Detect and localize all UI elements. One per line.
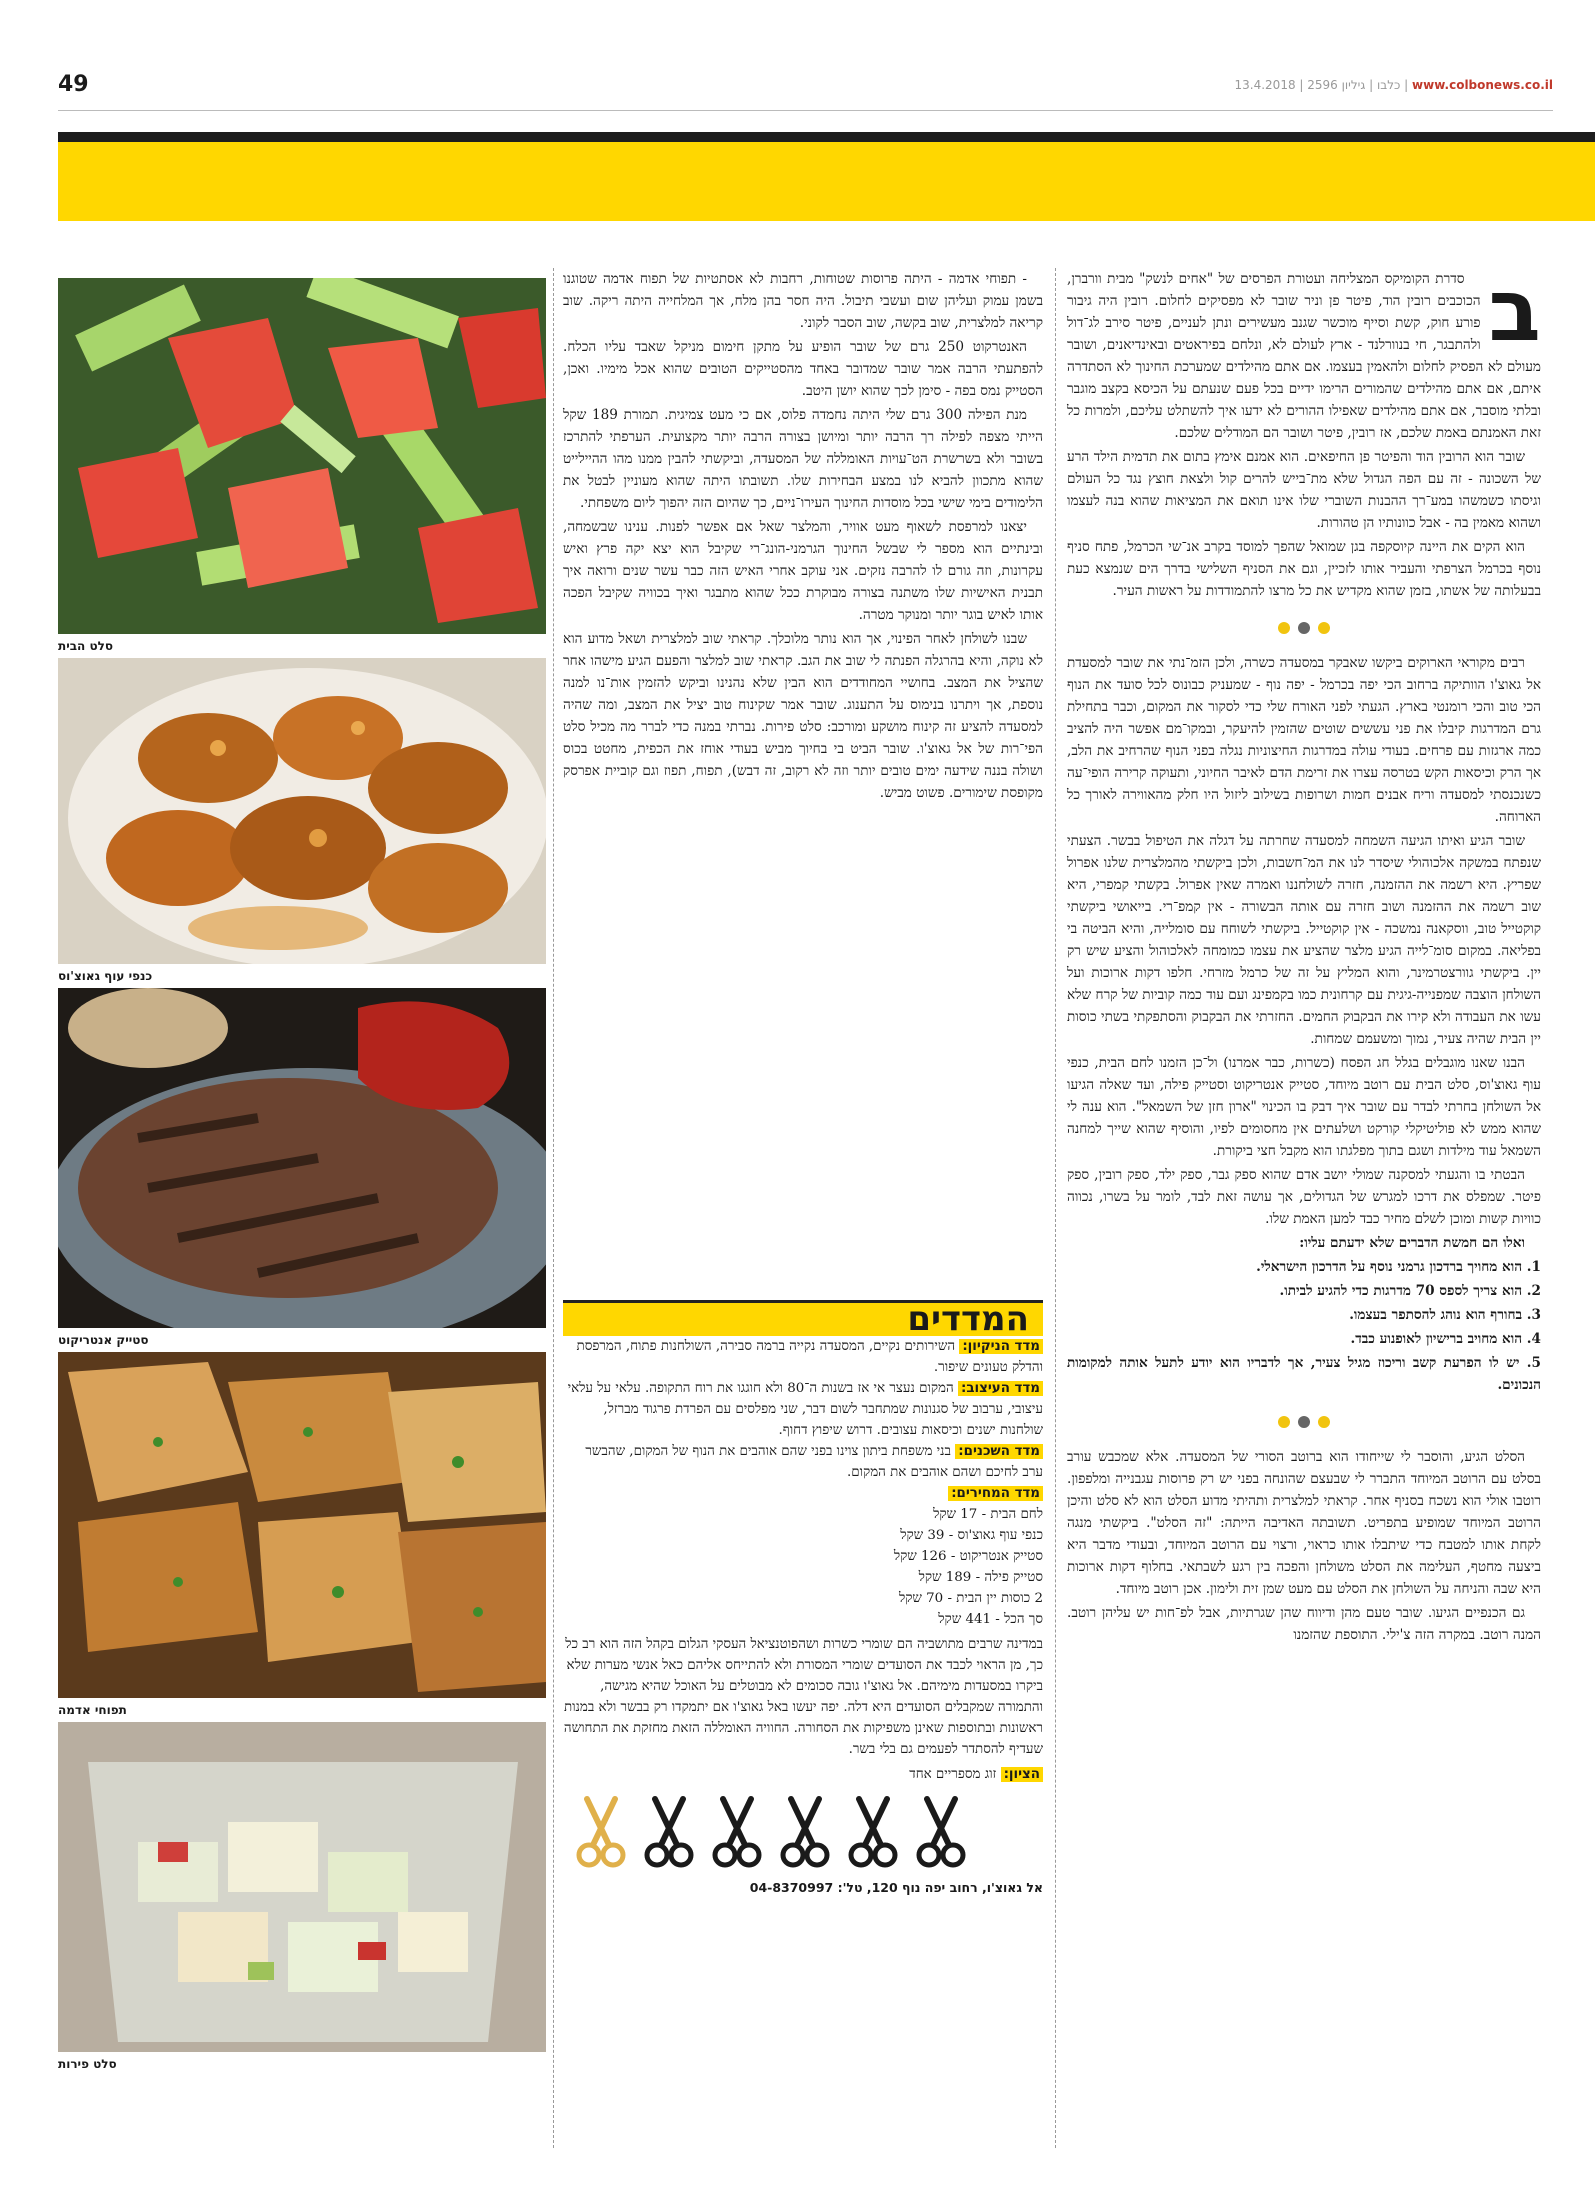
photo-entrecote [58,988,546,1352]
article-paragraph: יצאנו למרפסת לשאוף מעט אוויר, והמלצר שאל אם אפשר לפנות. ענינו שבשמחה, ובינתיים הוא מספר לי שבשל החינוך הגרמני-הונג־רי שקיבל הוא יצא יקה פרץ ואיש עקרונות, וזה גורם לו להרבה נזקים. אני עוקב אחרי האיש הזה כבר עשר שנים ורואה איך תבנית האישיות שלו משתנה בצורה מבוקרת ככל שהוא מתבגר ואיך בכוויה שקיבל הפכה אותו לאיש בוגר יותר ומנוקר מטרה. [563,519,1043,623]
article-paragraph: שבנו לשולחן לאחר הפינוי, אך הוא נותר מלוכלך. קראתי שוב למלצרית ושאל מדוע הוא לא נוקה, והיא בהרגלה הפנתה לי שוב את הגב. קראתי שוב למלצר והפעם הגיע מישהו אחר שהציל את המצב. בחושיי המחודדים הוא הבין שלא נהנינו וביקש להזמין אות־נו למנה נוספת, אך ויתרנו בנימוס על התענוג. שובר אמר שקינוח טוב יציל את המצב, ומה שהיה למסעדה להציע זה קינוח מושקע ומורכב: סלט פירות. נברתי במנה כדי לברר מה מכיל סלט הפי־רות של אל גאוצ'ו. שובר הביט בי בחיוך מביש בעודי אוחז את הכפית, מחטט בכוס ושולה בננה שידעה ימים טובים יותר וזה לא רקוב, זה דבש), תפוח, תפוז וגם קוביית אפרסק מקופסת שימורים. פשוט מביש. [563,631,1043,801]
photo-chicken-wings [58,658,546,988]
article-paragraph: רבים מקוראי הארוקים ביקשו שאבקר במסעדה כשרה, ולכן הזמ־נתי את שובר למסעדת אל גאוצ'ו הוותיקה ברחוב הכי יפה בכרמל - יפה נוף - שמעניק כבונוס לכל סועד את הנוף הכי טוב והכי רומנטי בארץ. הגעתי לפני האורח שלי כדי לסקור את המקום, וכבר בתחילת גרם המדרגות קיבלו את פני עששים שוטים שהזמין להיעקר, ובמקו־מם אפשר היה להציב כמה ארגזות עם פרחים. בעודי עולה במדרגות החיצוניות נגלה בפני הנוף שהרחיב את הלב, אך הרק וכיסאות הקש בטרסה עצרו את זרימת הדם לאיבר החיוני, ותעוקה קרירה הופי־עה כשנכנסתי למסעדה וריח אבנים חמות ושרופות בשילוב ליזול היו חלק מהאווירה לאורך כל הארוחה. [1067,655,1541,825]
article-paragraph: שובר הגיע ואיתו הגיעה השמחה למסעדה שחרתה על דגלה את הטיפול בבשר. הצעתי שנפתח במשקה אלכוהולי שיסדר לנו את המ־חשבות, ולכן ביקשתי מהמלצרית שלנו אפרול שפריץ. היא רשמה את ההזמנה, חזרה לשולחננו ואמרה שאין אפרול. בקשתי קמפרי, היא שוב רשמה את ההזמנה ושוב חזרה עם אותה הבשורה - אין קמפ־רי. בייאושי ביקשתי קוקטייל טוב, ווסקאנה נמשכה - אין קוקטייל. ביקשתי לשוחח עם סומלייה, והיא הביטה בי בפליאה. במקום סומ־לייה הגיע מלצר שהציע את עצמו כמומחה לאלכוהול והציע שיש רק יין. ביקשתי גוורצטרמינר, והוא המליץ על זה של כרמל מזרחי. חלפו דקות ארוכות ועל השולחן הוצבה שמפנייה-גיגית עם קרחונית כמו בקמפינג ועם עוד כמה קוביות של קרח שלא עשו את העבודה ולא קירו את הבקבוק החמים. החזרתי את הבקבוק והסתפקתי בשתי כוסות יין הבית שהיה צעיר, נמוך ומשעמם שמחות. [1067,833,1541,1047]
rating-text: המקום נעצר אי אז בשנות ה־80 ולא חוגגו את רוח התקופה. עלאי על עלאי עיצובי, ערבוב של סגנונות שמתחבר לשום דבר, שני מפלסים עם הפרדת פרגוד מברזל, שולחנות ישנים וכיסאות עצובים. דרוש שיפוץ דחוף. [567,1381,1043,1438]
page-header [58,70,1553,111]
ratings-box [563,1300,1043,1898]
article-column-middle [563,268,1043,806]
salad-image [58,278,546,634]
rating-item [563,1483,1043,1504]
fact-item: 2. הוא צריך לספס 70 מדרגות כדי להגיע לביתו. [1279,1283,1541,1299]
scissors-icon [777,1795,833,1871]
drop-cap: ב [1488,261,1541,361]
article-paragraph: ואלו הם חמשת הדברים שלא ידעתם עליו: [1299,1235,1525,1251]
yellow-banner [58,142,1595,221]
scissors-rating [573,1795,1043,1871]
column-divider [553,268,554,2148]
dot-icon [1278,1416,1290,1428]
rating-label: מדד השכנים: [955,1444,1043,1459]
price-item: סך הכל - 441 שקל [938,1612,1043,1627]
dot-icon [1298,1416,1310,1428]
article-paragraph: הבטתי בו והגעתי למסקנה שמולי יושב אדם שהוא ספק גבר, ספק ילד, ספק רובין, ספק פיטר. שמפלס את דרכו למגרש של הגדולים, אך עושה זאת לבד, לומר על בשרו, נכווה כוויות קשות ומוכן לשלם מחיר כבד למען האמת שלו. [1067,1167,1541,1227]
score-label: הציון: [1001,1767,1043,1782]
page-info: www.colbonews.co.il | כלבו | גיליון 2596 | 13.4.2018 [1234,78,1553,92]
rating-item [563,1441,1043,1483]
article-paragraph: סדרת הקומיקס המצליחה ועטורת הפרסים של "אחים לנשק" מבית וורברן, הכוכבים רובין הוד, פיטר פן וניר שובר לא מפסיקים לחלום. רובין היה גיבור פורע חוק, קשת וסייף מוכשר שגנב מעשירים ונתן לעניים, פיטר סירב לג־דול ולהתבגר, חי בנוורלנד - ארץ לעולם לא, ונלחם בפיראטים ובאינדיאנים, ושובר מעולם לא הפסיק לחלום ולהאמין בעצמו. אם אתם מהילדים שמערכת החינוך לא הסתדרה איתם, אם אתם מהילדים שהמורים הרימו ידיים בכל פעם שנעתם על הכיסא בקצב מוגבר ובלתי מוסבר, אם אתם מהילדים שאפילו ההורים לא ידעו איך להשתלט עליכם, ולמרות כל זאת האמנתם באמת שלכם, אז רובין, פיטר ושובר הם המודלים שלכם. [1067,271,1541,441]
column-divider [1055,268,1056,2148]
photo-caption: תפוחי אדמה [58,1703,127,1717]
section-separator [1067,1410,1541,1432]
photo-house-salad [58,278,546,658]
scissors-icon [573,1795,629,1871]
rating-text: השירותים נקיים, המסעדה נקייה ברמה סבירה, השולחנות פתוח, המרפסת והדלק טעונים שיפור. [576,1339,1043,1375]
photo-caption: כנפי עוף גאוצ'וס [58,969,153,983]
article-paragraph: האנטרקוט 250 גרם של שובר הופיע על מתקן חימום מניקל שאבד עליו הכלח. להפתעתי הרבה אמר שובר שמדובר באחד מהסטייקים הטובים שהוא אכל מימיו. ואכן, הסטייק נמס בפה - סימן לכך שהוא יושן היטב. [563,339,1043,399]
article-paragraph: - תפוחי אדמה - היתה פרוסות שטוחות, רחבות לא אסתטיות של תפוח אדמה שטוגנו בשמן עמוק ועליהן שום ועשבי תיבול. היה חסר בהן מלח, אך המלחייה היתה ריקה. שוב קריאה למלצרית, שוב בקשה, שוב הסבר לקוני. [563,271,1043,331]
score-text: זוג מספריים אחד [909,1767,997,1782]
photo-column [58,278,546,2076]
issue-number: גיליון 2596 [1307,78,1366,92]
photo-fruit-salad [58,1722,546,2076]
rating-item [563,1378,1043,1441]
rating-item [563,1336,1043,1378]
rating-label: מדד הניקיון: [959,1339,1043,1354]
photo-potatoes [58,1352,546,1722]
section-separator [1067,616,1541,638]
chicken-wings-image [58,658,546,964]
score-line [563,1764,1043,1785]
price-item: סטייק פילה - 189 שקל [918,1570,1043,1585]
photo-caption: סלט הבית [58,639,114,653]
restaurant-address: אל גאוצ'ו, רחוב יפה נוף 120, טל': 04-8370997 [749,1880,1043,1895]
article-paragraph: מנת הפילה 300 גרם שלי היתה נחמדה פלוס, אם כי מעט צמיגית. תמורת 189 שקל הייתי מצפה לפילה רך הרבה יותר ומיושן בצורה הרבה יותר מקצועית. הערפתי להתרכז בשובר ולא בשרשרת הט־עויות האומללה של המסעדה, וביקשתי להבין ממנו מהו ההיילייט שהוא מתכוון להביא לנו במצע הבחירות שלו. תשובתו היתה שהוא מעוניין לבטל את הלימודים בימי שישי בכל מוסדות החינוך העירו־ניים, כך שהיום הזה יהפוך ליום משפחתי. [563,407,1043,511]
dot-icon [1278,622,1290,634]
price-item: סטייק אנטריקוט - 126 שקל [893,1549,1043,1564]
price-item: לחם הבית - 17 שקל [933,1507,1043,1522]
price-item: כנפי עוף גאוצ'וס - 39 שקל [900,1528,1043,1543]
article-paragraph: הבנו שאנו מוגבלים בגלל חג הפסח (כשרות, כבר אמרנו) ול־כן הזמנו לחם הבית, כנפי עוף גאוצ'וס, סלט הבית עם רוטב מיוחד, סטייק אנטריקוט וסטייק פילה, ועד שאלה הגיעו אל השולחן בחרתי לבדר עם שובר איך דבק בו הכינוי "ארון חזן של השמאל". הוא ענה לי שהוא ממש לא פוליטיקלי קורקט ושלעתים אין מחסומים לפיו, והוסיף שהוא שייך למחנה השמאל עוד מילדות ושגם בתוך מפלגתו הוא מקבל חצי ביקורת. [1067,1055,1541,1159]
banner-top-bar [58,132,1595,142]
dot-icon [1298,622,1310,634]
article-column-right [1067,261,1541,1648]
fruit-salad-image [58,1722,546,2052]
page-number: 49 [58,72,89,97]
rating-text: בני משפחת ביתון צוינו בפני שהם אוהבים את הנוף של המקום, שהבשר ערב לחיכם ושהם אוהבים את המקום. [585,1444,1043,1480]
article-paragraph: הסלט הגיע, והוסבר לי שייחודו הוא ברוטב הסורי של המסעדה. אלא שמכבש עורב בסלט עם הרוטב המיוחד התברר לי שבעצם שהונחה בפני יש רק פרוסות עגבנייה ומלפפון. רוטבו אולי הוא נשכח בסניף אחר. קראתי למלצרית ותהיתי מדוע הסלט הוא לא סלט והיכן הרוטב המיוחד שמופיע בתפריט. תשובתה האדיבה הייתה: "זה הסלט". ביקשתי מנגה לקחת אותו למטבח כדי שיתבלו אותו כראוי, ורצוי עם הרוטב המיוחד, ובעודי מדבר היא ביצעה מחטף, העלימה את הסלט משולחן והפכה בין רגע לשבתאי. בחלוף דקות ארוכות היא שבה והניחה על השולחן את הסלט עם מעט שמן זית ולימון. אכן רוטב מיוחד. [1067,1449,1541,1597]
summary-text: במדינה שרבים מתושביה הם שומרי כשרות ושהפוטנציאל העסקי הגלום בקהל הזה הוא רב כל כך, מן הראוי לכבד את הסועדים שומרי המסורת ולא להתייחס אליהם כאל אנשי מערות שלא ביקרו במסעדות מימיהם. אל גאוצ'ו גובה סכומים לא מבוטלים על האוכל שהיא מגישה, והתמורה שמקבלים הסועדים היא דלה. יפה יעשו באל גאוצ'ו אם יתמקדו רק בבשר ולא במנות ראשונות ובתוספות שאינן משפיקות את הסחורה. החוויה האומללה הזאת מחזקת את התחושה שעדיף להסתדר לפעמים גם בלי בשר. [563,1637,1043,1757]
ratings-title: המדדים [563,1300,1043,1336]
fact-item: 4. הוא מחויב ברישיון לאופנוע כבד. [1350,1331,1541,1347]
article-paragraph: הוא הקים את היינה קיוסקפה בגן שמואל שהפך למוסד בקרב אנ־שי הכרמל, פתח סניף נוסף בכרמל הצרפתי והעביר אותו לזכיין, וגם את הסניף השלישי בדרך הים שנמצא כעת בבעלותה של אשתו, בזמן שהוא מקדיש את כל מרצו להתמודדות על ראשות העיר. [1067,539,1541,599]
article-paragraph: שובר הוא הרובין הוד והפיטר פן החיפאים. הוא אמנם אימץ בתום את תדמית הילד הרע של השכונה - זה עם הפה הגדול שלא מת־בייש להרים קול ולצאת חוצץ נגד כל העולם וגיסתו כשמשהו במע־רך ההבנות השוברי שלו אינו תואם את המציאות שהוא בנה לעצמו ושהוא מאמין בה - אבל כוונותיו הן טהורות. [1067,449,1541,531]
potatoes-image [58,1352,546,1698]
fact-item: 1. הוא מחויך ברדכון גרמני נוסף על הדרכון הישראלי. [1256,1259,1541,1275]
dot-icon [1318,622,1330,634]
website-link[interactable]: www.colbonews.co.il [1412,78,1553,92]
scissors-icon [845,1795,901,1871]
fact-item: 5. יש לו הפרעת קשב וריכוז מגיל צעיר, אך לדבריו הוא יודע לתעל אותה למקומות הנכונים. [1067,1355,1541,1393]
price-item: 2 כוסות יין הבית - 70 שקל [898,1591,1043,1606]
photo-caption: סטייק אנטריקוט [58,1333,149,1347]
issue-date: 13.4.2018 [1234,78,1296,92]
article-paragraph: גם הכנפיים הגיעו. שובר טעם מהן ודיווח שהן שגרתיות, אבל לפ־חות יש עליהן רוטב. המנה רוטב. במקרה הזה צ'ילי. התוספת שהזמנו [1067,1605,1541,1643]
publication-name: כלבו [1376,78,1401,92]
rating-label: מדד העיצוב: [958,1381,1043,1396]
photo-caption: סלט פירות [58,2057,117,2071]
steak-image [58,988,546,1328]
scissors-icon [709,1795,765,1871]
rating-label: מדד המחירים: [948,1486,1043,1501]
dot-icon [1318,1416,1330,1428]
fact-item: 3. בחורף הוא נוהג להסתפר בעצמו. [1349,1307,1541,1323]
scissors-icon [641,1795,697,1871]
scissors-icon [913,1795,969,1871]
